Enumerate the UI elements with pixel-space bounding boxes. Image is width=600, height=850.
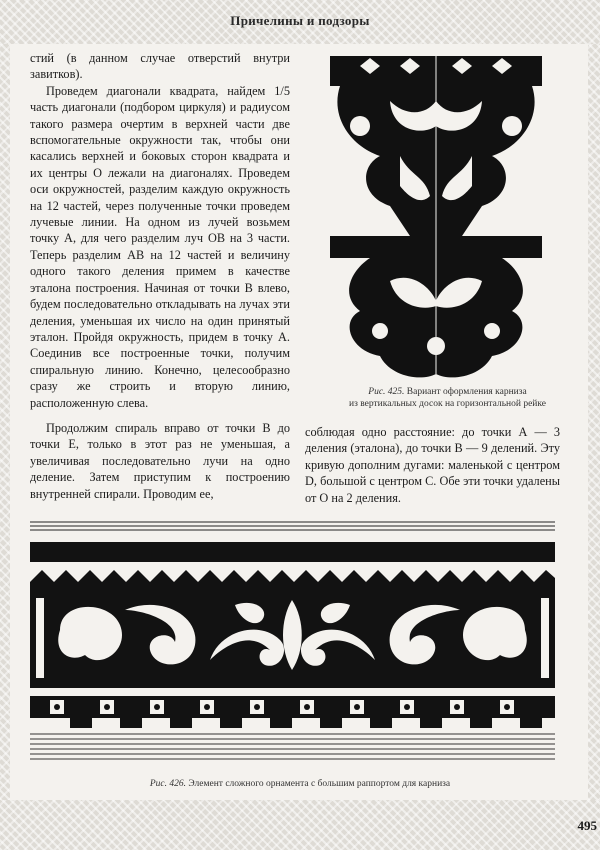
paragraph-2: Проведем диагонали квадрата, найдем 1/5 часть диагонали (подбором циркуля) и радиусом такого размера очертим в верхней части две вспомогательные окружности так, чтобы они касались верхней и боковых сторон квадрата и их центры О лежали на диагоналях. Проведем оси окружностей, разделим каждую окружность на 12 частей, через полученные точки проведем лучевые линии. На одном из лучей возьмем точку А, для чего разделим луч ОВ на 3 части. Теперь разделим АВ на 12 частей и величину одного такого деления примем в качестве эталона построения. Начиная от точки В влево, будем последовательно откладывать на лучах эти деления, уменьшая их число на один принятый эталон. Пройдя окружность, придем в точку А. Соединив все построенные точки, получим спиральную линию. Конечно, целесообразно сразу же строить и вторую линию, расположенную слева. <box>30 83 290 410</box>
figure-425-text-2: из вертикальных досок на горизонтальной рейке <box>349 399 546 409</box>
right-column-text <box>305 424 560 506</box>
ornament-426-top-lines <box>30 522 555 530</box>
figure-425-label: Рис. 425. <box>368 387 405 397</box>
left-column-text <box>30 50 290 411</box>
paragraph-1: стий (в данном случае отверстий внутри завитков). <box>30 51 290 82</box>
running-header: Причелины и подзоры <box>230 13 370 28</box>
paragraph-4: соблюдая одно расстояние: до точки А — 3 деления (эталона), до точки В — 9 делений. Эту кривую дополним дугами: маленькой с центром D, большой с центром С. Обе эти точки удалены от О на 2 деления. <box>305 425 560 505</box>
decorative-lace-border-right <box>588 44 600 800</box>
ornament-426-top-band <box>30 542 555 562</box>
figure-426-caption <box>60 778 540 790</box>
figure-426-cornice-ornament <box>30 520 555 765</box>
figure-426-label: Рис. 426. <box>149 779 187 789</box>
left-column-bottom-text <box>30 420 290 502</box>
figure-425-caption <box>305 386 590 410</box>
figure-425-text-1: Вариант оформления карниза <box>406 387 527 397</box>
paragraph-3: Продолжим спираль вправо от точки В до точки Е, только в этот раз не уменьшая, а увеличивая последовательно лучи на одно деление. Затем приступим к построению внутренней спирали. Проводим ее, <box>30 421 290 501</box>
ornament-426-saw-tooth-edge <box>30 570 555 588</box>
figure-426-text: Элемент сложного орнамента с большим раппортом для карниза <box>188 779 451 789</box>
ornament-426-tabs <box>70 718 542 728</box>
ornament-426-bottom-lines <box>30 734 555 759</box>
decorative-lace-border-bottom <box>0 800 600 850</box>
figure-425-cornice-ornament <box>330 56 542 382</box>
page-number: 495 <box>577 818 597 833</box>
decorative-lace-border-left <box>0 44 10 800</box>
